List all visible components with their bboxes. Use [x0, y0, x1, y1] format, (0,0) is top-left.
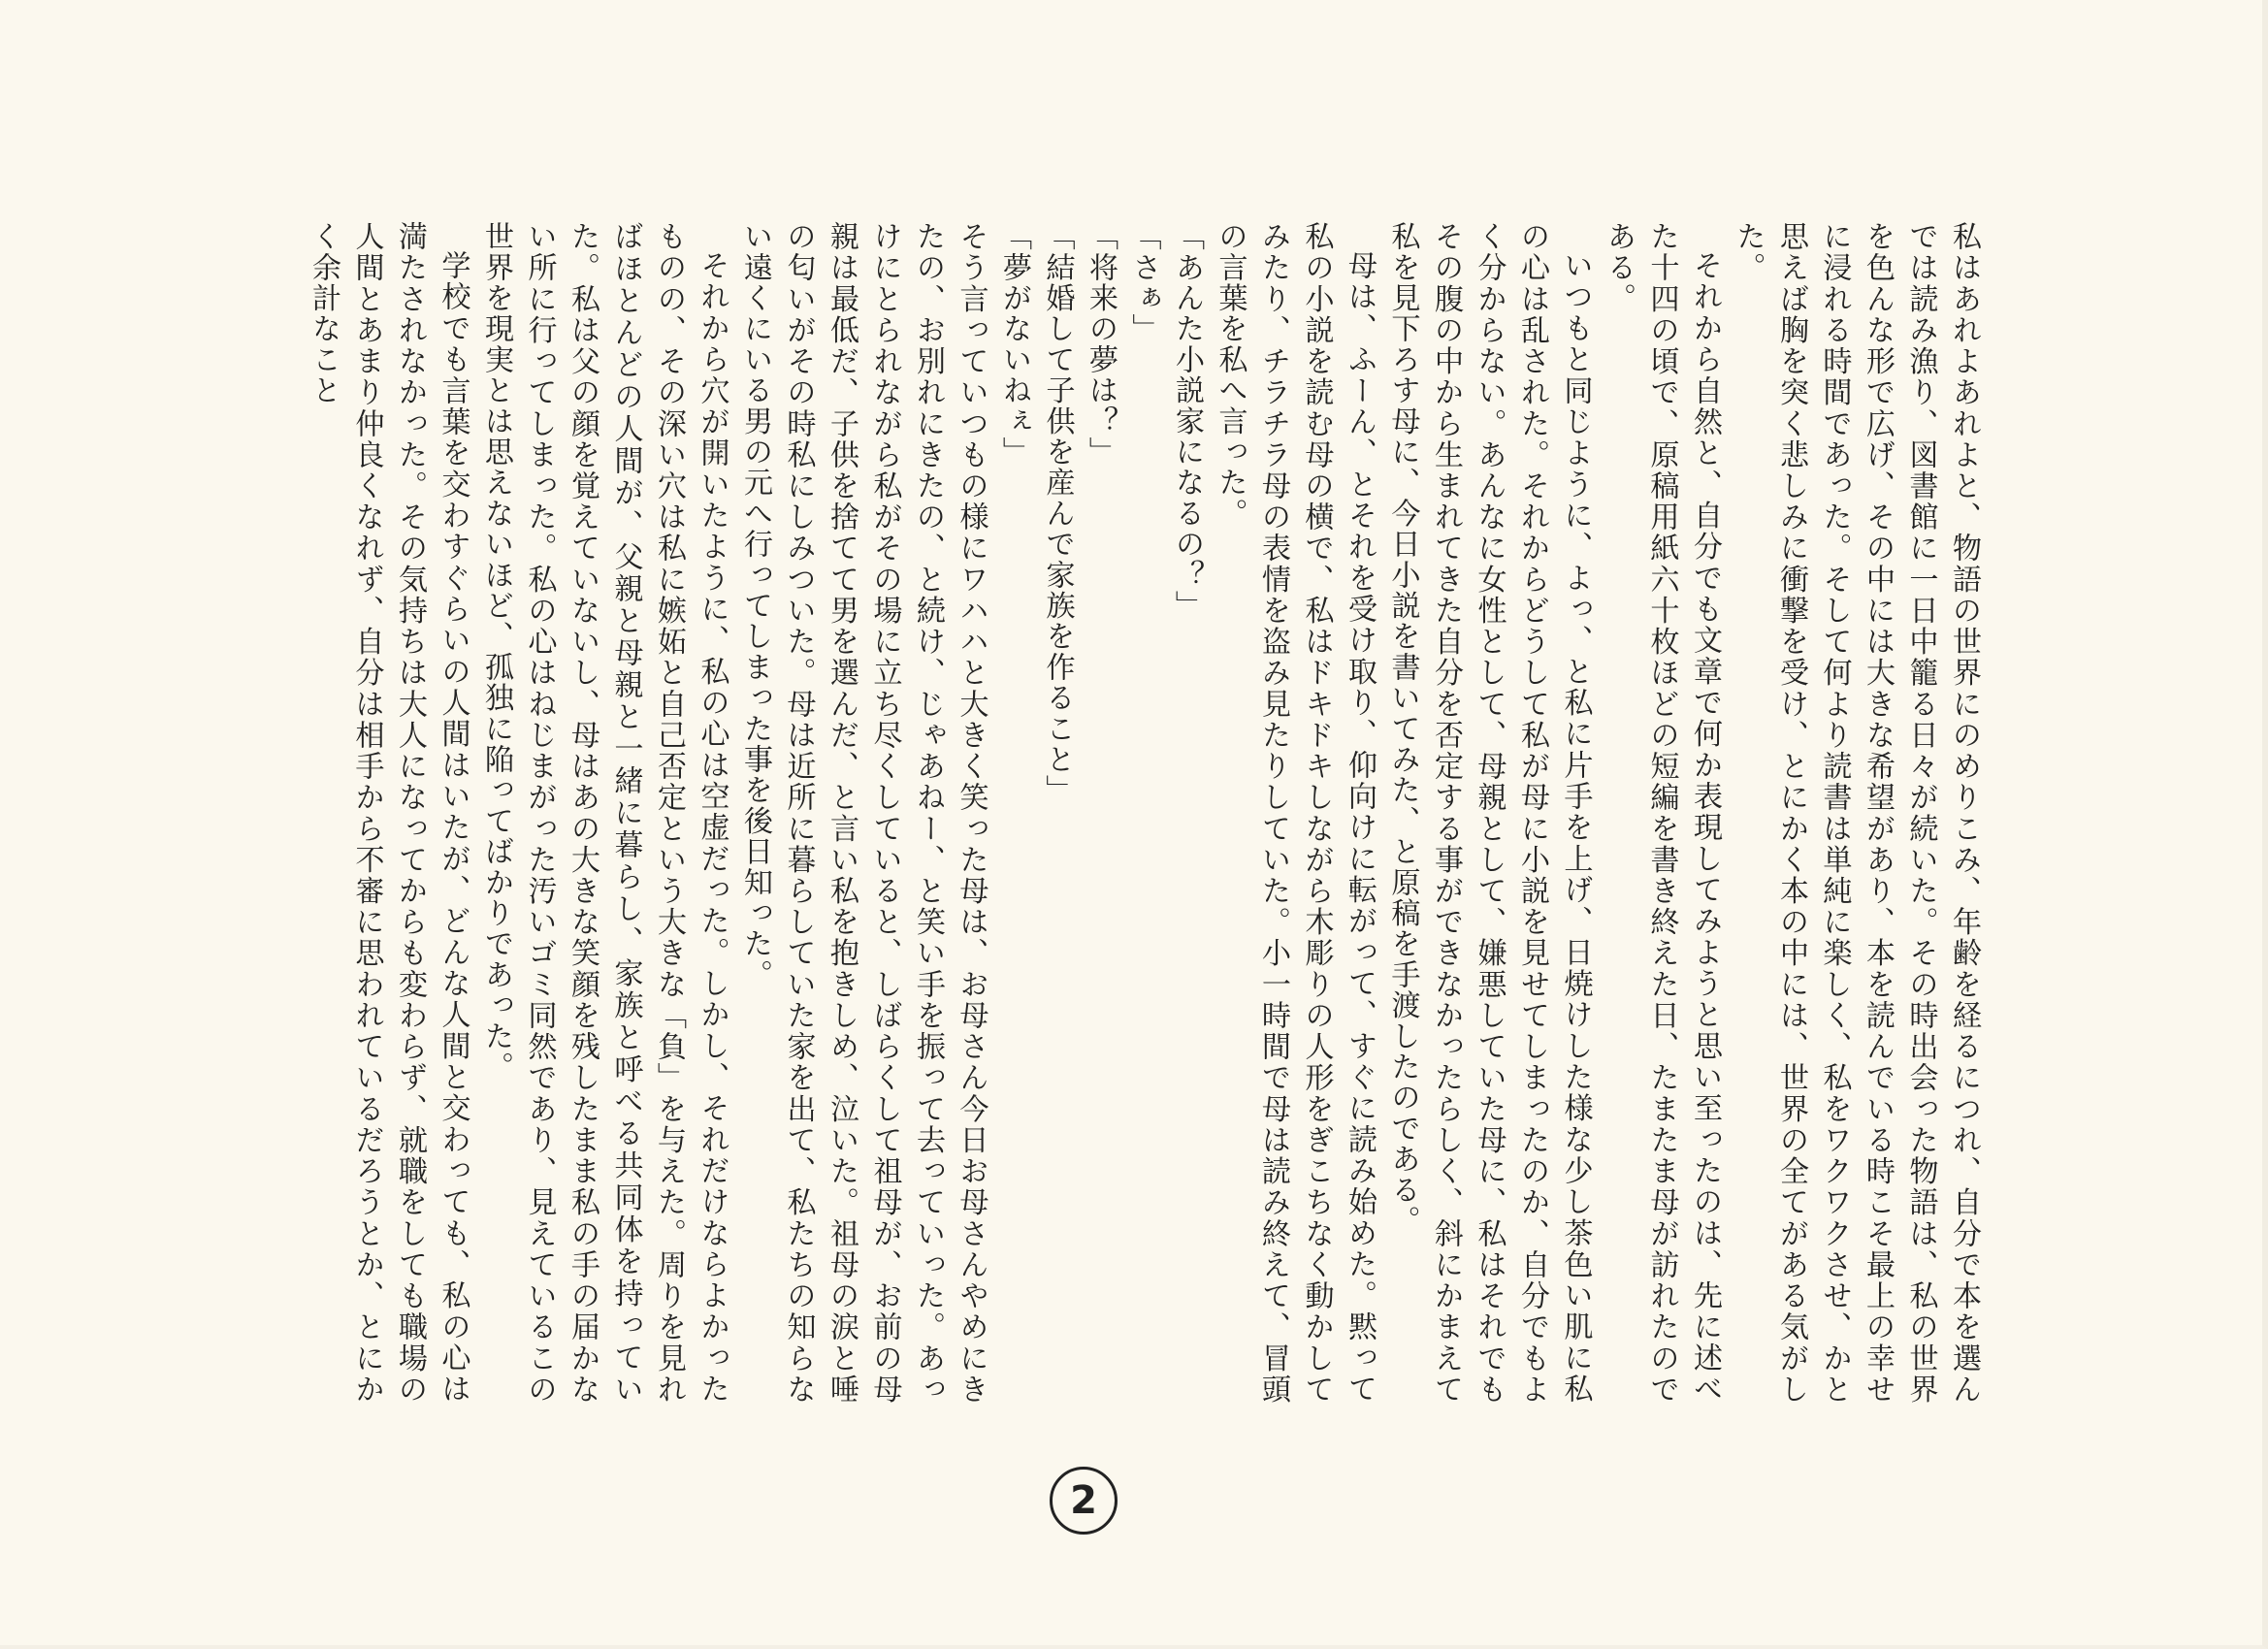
paragraph: 私はあれよあれよと、物語の世界にのめりこみ、年齢を経るにつれ、自分で本を選んでは読み漁り、図書館に一日中籠る日々が続いた。その時出会った物語は、私の世界を色んな形で広げ、その中には大きな希望があり、本を読んでいる時こそ最上の幸せに浸れる時間であった。そして何より読書は単純に楽しく、私をワクワクさせ、かと思えば胸を突く悲しみに衝撃を受け、とにかく本の中には、世界の全てがある気がした。 [1731, 221, 1981, 1405]
paragraph: 母は、ふーん、とそれを受け取り、仰向けに転がって、すぐに読み始めた。黙って私の小説を読む母の横で、私はドキドキしながら木彫りの人形をぎこちなく動かしてみたり、チラチラ母の表情を盗み見たりしていた。小一時間で母は読み終えて、冒頭の言葉を私へ言った。 [1213, 221, 1377, 1405]
dialogue-line: 「あんた小説家になるの？」 [1170, 221, 1204, 622]
dialogue-line: 「夢がないねぇ」 [997, 221, 1031, 468]
paragraph: いつもと同じように、よっ、と私に片手を上げ、日焼けした様な少し茶色い肌に私の心は乱された。それからどうして私が母に小説を見せてしまったのか、自分でもよく分からない。あんなに女性として、母親として、嫌悪していた母に、私はそれでもその腹の中から生まれてきた自分を否定する事ができなかったらしく、斜にかまえて私を見下ろす母に、今日小説を書いてみた、と原稿を手渡したのである。 [1385, 221, 1593, 1405]
paragraph: それから穴が開いたように、私の心は空虚だった。しかし、それだけならよかったものの、その深い穴は私に嫉妬と自己否定という大きな「負」を与えた。周りを見ればほとんどの人間が、父親と母親と一緒に暮らし、家族と呼べる共同体を持っていた。私は父の顔を覚えていないし、母はあの大きな笑顔を残したまま私の手の届かない所に行ってしまった。私の心はねじまがった汚いゴミ同然であり、見えているこの世界を現実とは思えないほど、孤独に陥ってばかりであった。 [479, 221, 729, 1405]
dialogue-line: 「さぁ」 [1126, 221, 1161, 344]
paragraph: そう言っていつもの様にワハハと大きく笑った母は、お母さん今日お母さんやめにきたの、お別れにきたの、と続け、じゃあねー、と笑い手を振って去っていった。あっけにとられながら私がその場に立ち尽くしていると、しばらくして祖母が、お前の母親は最低だ、子供を捨てて男を選んだ、と言い私を抱きしめ、泣いた。祖母の涙と唾の匂いがその時私にしみついた。母は近所に暮らしていた家を出て、私たちの知らない遠くにいる男の元へ行ってしまった事を後日知った。 [738, 221, 988, 1405]
dialogue-line: 「将来の夢は？」 [1084, 221, 1118, 468]
page-number: 2 [1050, 1467, 1118, 1535]
body-text [239, 221, 1985, 1405]
paragraph: それから自然と、自分でも文章で何か表現してみようと思い至ったのは、先に述べた十四の頃で、原稿用紙六十枚ほどの短編を書き終えた日、たまたま母が訪れたのである。 [1602, 221, 1722, 1405]
dialogue-line: 「結婚して子供を産んで家族を作ること」 [1040, 221, 1075, 806]
paragraph: 学校でも言葉を交わすぐらいの人間はいたが、どんな人間と交わっても、私の心は満たされなかった。その気持ちは大人になってからも変わらず、就職をしても職場の人間とあまり仲良くなれず、自分は相手から不審に思われているだろうとか、とにかく余計なこと [307, 221, 470, 1405]
